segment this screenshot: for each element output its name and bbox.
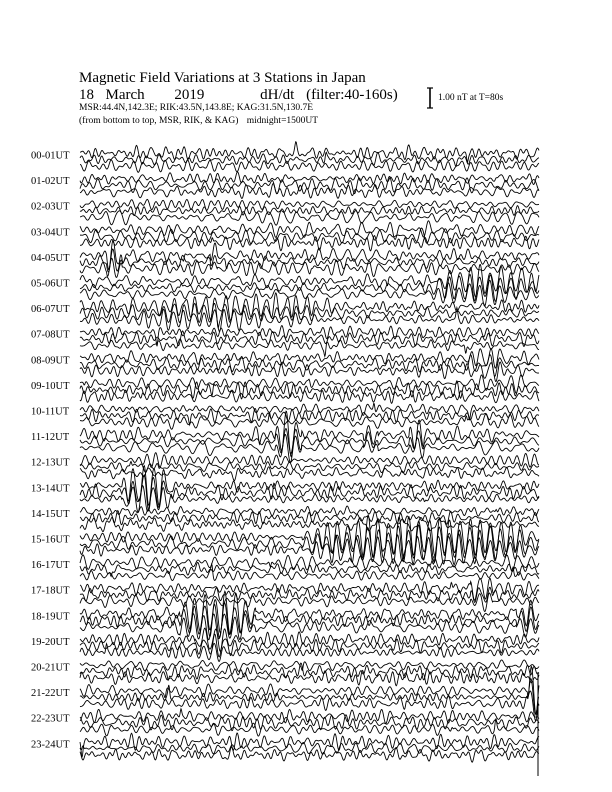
row-label: 21-22UT [31, 688, 70, 700]
row-label: 03-04UT [31, 227, 70, 239]
row-label: 01-02UT [31, 176, 70, 188]
row-label: 22-23UT [31, 713, 70, 725]
midnight-note: midnight=1500UT [246, 116, 319, 126]
trace-rik-row-18 [80, 603, 539, 638]
trace-kag-row-4 [80, 240, 539, 269]
row-label: 15-16UT [31, 534, 70, 546]
row-label: 12-13UT [31, 457, 70, 469]
date-month: March [105, 87, 145, 103]
scale-bar-label: 1.00 nT at T=80s [438, 93, 504, 103]
row-label: 07-08UT [31, 329, 70, 341]
row-labels [31, 151, 70, 751]
row-label: 06-07UT [31, 304, 70, 316]
trace-rik-row-14 [80, 511, 539, 525]
chart-title: Magnetic Field Variations at 3 Stations in Japan [79, 70, 366, 86]
trace-msr-row-23 [80, 747, 539, 762]
trace-msr-row-12 [80, 467, 539, 481]
scale-bar [427, 88, 433, 108]
trace-msr-row-3 [80, 236, 539, 251]
row-label: 14-15UT [31, 508, 70, 520]
date-year: 2019 [174, 87, 205, 103]
trace-kag-row-20 [80, 660, 539, 671]
row-label: 10-11UT [31, 406, 70, 418]
row-label: 13-14UT [31, 483, 70, 495]
traces [80, 142, 539, 776]
trace-kag-row-6 [80, 293, 539, 321]
trace-msr-row-0 [80, 160, 539, 172]
trace-rik-row-15 [80, 525, 539, 562]
row-label: 17-18UT [31, 585, 70, 597]
quantity-label: dH/dt [260, 87, 295, 103]
trace-rik-row-7 [80, 331, 539, 346]
trace-kag-row-9 [80, 375, 539, 394]
row-label: 05-06UT [31, 278, 70, 290]
trace-kag-row-3 [80, 221, 539, 240]
row-label: 18-19UT [31, 611, 70, 623]
row-label: 02-03UT [31, 201, 70, 213]
trace-kag-row-16 [80, 555, 539, 572]
trace-rik-row-11 [80, 429, 539, 454]
trace-msr-row-6 [80, 308, 539, 332]
row-label: 20-21UT [31, 662, 70, 674]
trace-rik-row-21 [80, 679, 539, 714]
row-label: 04-05UT [31, 252, 70, 264]
trace-rik-row-5 [80, 275, 539, 302]
trace-msr-row-15 [80, 534, 539, 565]
row-label: 09-10UT [31, 380, 70, 392]
row-label: 11-12UT [31, 432, 70, 444]
trace-msr-row-9 [80, 390, 539, 403]
row-label: 23-24UT [31, 739, 70, 751]
row-label: 08-09UT [31, 355, 70, 367]
row-label: 00-01UT [31, 150, 70, 162]
trace-rik-row-0 [80, 152, 539, 166]
trace-msr-row-7 [80, 339, 539, 356]
row-label: 19-20UT [31, 636, 70, 648]
trace-msr-row-20 [80, 671, 539, 686]
row-label: 16-17UT [31, 560, 70, 572]
trace-msr-row-5 [80, 280, 539, 306]
date-day: 18 [79, 87, 94, 103]
filter-label: (filter:40-160s) [306, 87, 398, 103]
station-coordinates: MSR:44.4N,142.3E; RIK:43.5N,143.8E; KAG:31.5N,130.7E [79, 103, 314, 113]
order-note: (from bottom to top, MSR, RIK, & KAG) [79, 116, 239, 126]
